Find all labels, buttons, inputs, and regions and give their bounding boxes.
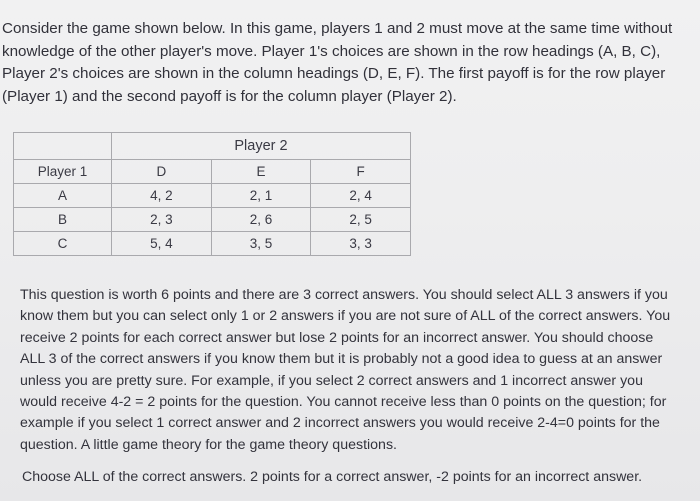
scoring-instructions: This question is worth 6 points and there are 3 correct answers. You should select ALL 3 answers if you know them but you can select only 1 or 2 answers if you are not sure of ALL of the correct answers. You receive 2 points for each correct answer but lose 2 points for an incorrect answer. You should choose ALL 3 of the correct answers if you know them but it is probably not a good idea to guess at an answer unless you are pretty sure. For example, if you select 2 correct answers and 1 incorrect answer you would receive 4-2 = 2 points for the question. You cannot receive less than 0 points on the question; for example if you select 1 correct answer and 2 incorrect answers you would receive 2-4=0 points for the question. A little game theory for the game theory questions. [20, 287, 671, 453]
column-header-e: E [211, 160, 311, 184]
row-player-label: Player 1 [14, 160, 112, 184]
table-row [14, 232, 411, 256]
column-header-d: D [112, 160, 212, 184]
payoff-table [13, 132, 411, 256]
payoff-cell: 3, 3 [311, 232, 411, 256]
payoff-cell: 2, 3 [112, 208, 212, 232]
payoff-cell: 4, 2 [112, 184, 212, 208]
payoff-cell: 2, 5 [311, 208, 411, 232]
column-player-label: Player 2 [112, 133, 411, 160]
table-column-headers-row [14, 160, 411, 184]
payoff-cell: 3, 5 [211, 232, 311, 256]
table-header-row [14, 133, 411, 160]
table-row [14, 208, 411, 232]
row-header-b: B [14, 208, 112, 232]
payoff-cell: 2, 6 [211, 208, 311, 232]
row-header-a: A [14, 184, 112, 208]
choose-prompt: Choose ALL of the correct answers. 2 points for a correct answer, -2 points for an incorrect answer. [22, 469, 643, 485]
table-corner-cell [14, 133, 112, 160]
table-row [14, 184, 411, 208]
row-header-c: C [14, 232, 112, 256]
payoff-cell: 5, 4 [112, 232, 212, 256]
payoff-cell: 2, 1 [211, 184, 311, 208]
question-intro: Consider the game shown below. In this game, players 1 and 2 must move at the same time without knowledge of the other player's move. Player 1's choices are shown in the row headings (A, B, C), Player 2's choices are shown in the column headings (D, E, F). The first payoff is for the row player (Player 1) and the second payoff is for the column player (Player 2). [2, 20, 673, 105]
payoff-cell: 2, 4 [311, 184, 411, 208]
column-header-f: F [311, 160, 411, 184]
